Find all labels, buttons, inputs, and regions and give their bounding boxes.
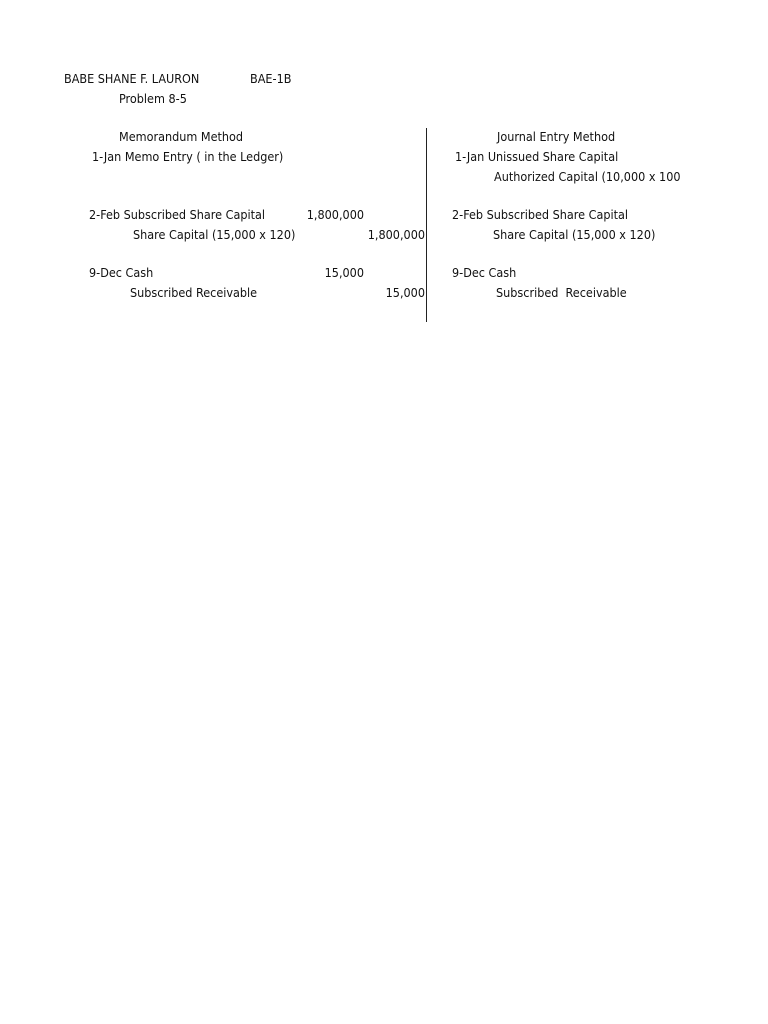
memo-entry-dec-debit-amount: 15,000 [324, 265, 364, 280]
memo-entry-feb-debit-amount: 1,800,000 [306, 207, 364, 222]
journal-entry-dec-debit-account: 9-Dec Cash [452, 265, 517, 280]
student-name: BABE SHANE F. LAURON [64, 71, 200, 86]
memo-entry-feb-credit-amount: 1,800,000 [367, 227, 425, 242]
journal-entry-jan-debit-account: 1-Jan Unissued Share Capital [455, 149, 619, 164]
journal-entry-method-title: Journal Entry Method [497, 129, 616, 144]
problem-number: Problem 8-5 [119, 91, 187, 106]
memo-entry-feb-credit-account: Share Capital (15,000 x 120) [133, 227, 296, 242]
journal-entry-jan-credit-account: Authorized Capital (10,000 x 100 [494, 169, 681, 184]
column-divider [426, 128, 427, 322]
memo-entry-dec-debit-account: 9-Dec Cash [89, 265, 154, 280]
journal-entry-dec-credit-account: Subscribed Receivable [496, 285, 627, 300]
memorandum-method-title: Memorandum Method [119, 129, 244, 144]
memo-entry-jan-account: 1-Jan Memo Entry ( in the Ledger) [92, 149, 284, 164]
section-code: BAE-1B [250, 71, 292, 86]
memo-entry-dec-credit-amount: 15,000 [385, 285, 425, 300]
memo-entry-dec-credit-account: Subscribed Receivable [130, 285, 258, 300]
journal-entry-feb-debit-account: 2-Feb Subscribed Share Capital [452, 207, 629, 222]
memo-entry-feb-debit-account: 2-Feb Subscribed Share Capital [89, 207, 266, 222]
journal-entry-feb-credit-account: Share Capital (15,000 x 120) [493, 227, 656, 242]
